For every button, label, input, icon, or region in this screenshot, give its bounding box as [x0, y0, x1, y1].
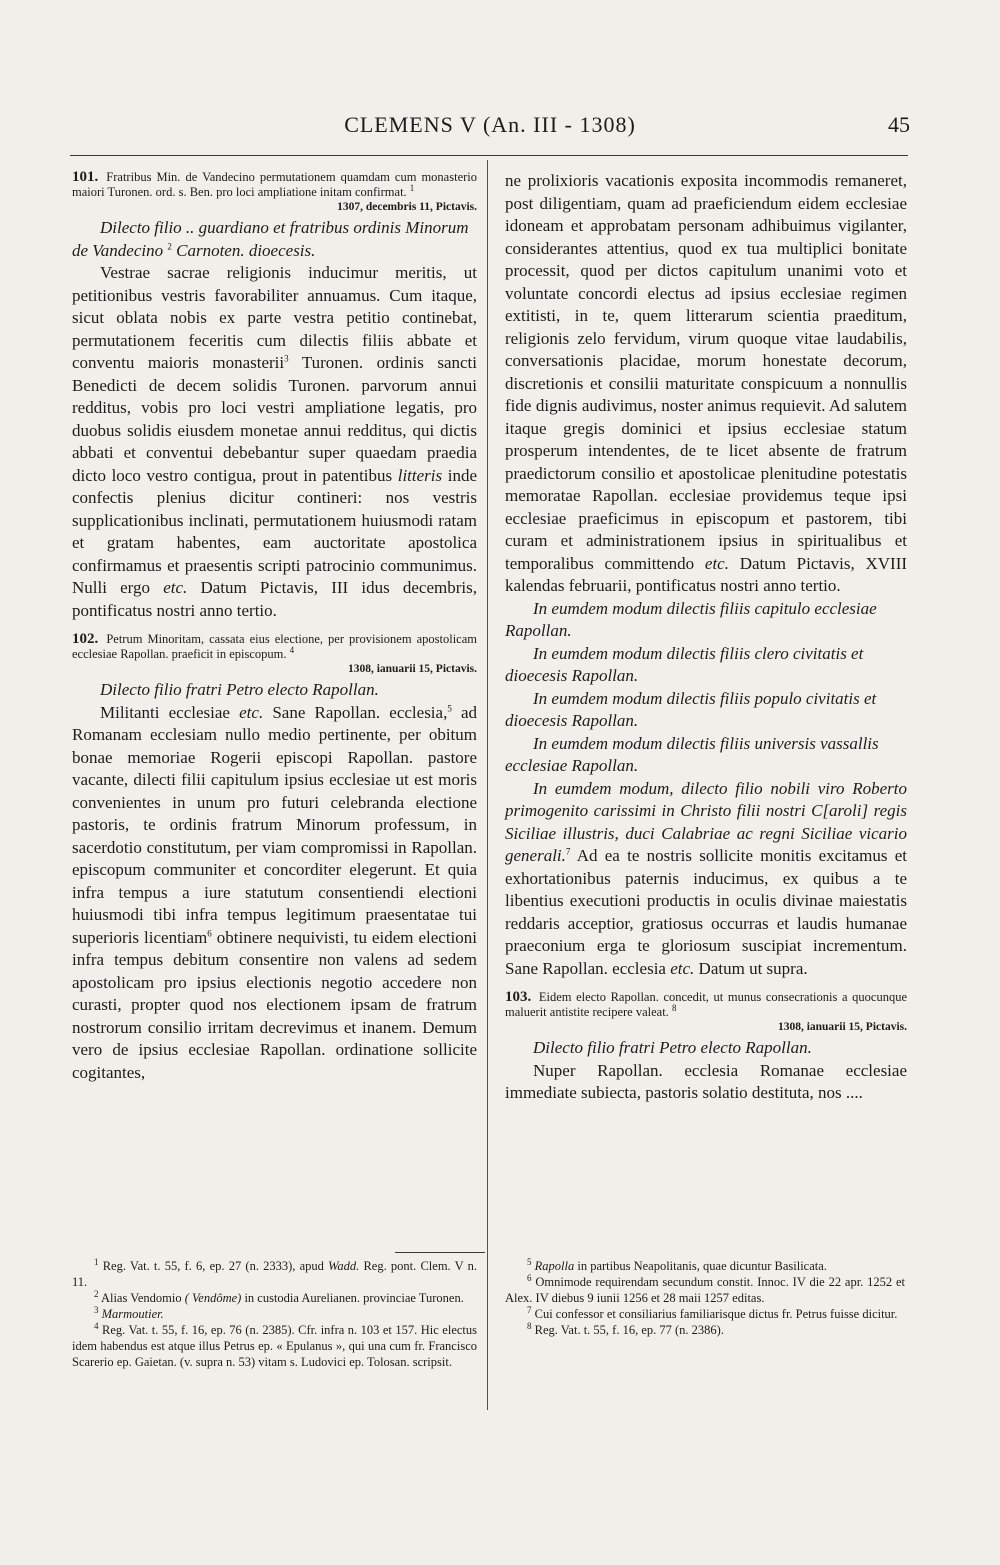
text-span: etc.	[163, 578, 188, 597]
footnote-mark: 8	[527, 1320, 532, 1331]
page-header	[70, 112, 910, 148]
footnote-mark: 7	[565, 846, 571, 857]
footnote-mark: 3	[94, 1304, 99, 1315]
in-eumdem-capitulo: In eumdem modum dilectis filiis capitulo ecclesiae Rapollan.	[505, 598, 877, 640]
footnote-mark: 1	[94, 1256, 99, 1267]
text-span: Reg. Vat. t. 55, f. 16, ep. 76 (n. 2385). Cfr. infra n. 103 et 157. Hic electus idem habendus est atque illus Petrus ep. « Epulanus », qui una cum fr. Francisco Scarerio ep. Gaietan. (v. supra n. 53) vitam s. Ludovici ep. Tolosan. scripsit.	[72, 1323, 477, 1369]
footnote-mark: 2	[167, 240, 172, 251]
text-span: Turonen. ordinis sancti Benedicti de decem solidis Turonen. parvorum annui redditus, vobis pro loci vestri ampliatione legatis, pro duobus solidis eiusdem monetae annui redditus, qui dictis abbati et conventui debebantur super quaedam praedia dicto loco vestro contigua, prout in patentibus	[72, 353, 477, 485]
text-span: obtinere nequivisti, tu eidem electioni infra tempus debitum consentire non valens ad sedem apostolicam pro ipsius electionis negotio accedere non curasti, propter quod nos electionem ipsam de fratrum nostrorum consilio irritam decrevimus et inanem. Demum vero de ipsius ecclesiae Rapollan. ordinatione sollicite cogitantes,	[72, 927, 477, 1082]
text-span: Reg. pont. Clem. V n. 11.	[72, 1259, 478, 1289]
entry-number: 102.	[72, 631, 99, 647]
footnote-mark: 5	[447, 702, 452, 713]
footnote-mark: 7	[527, 1304, 532, 1315]
text-span: Cui confessor et consiliarius familiarisque dictus fr. Petrus fuisse dicitur.	[534, 1307, 898, 1321]
footnote-5	[505, 1258, 905, 1274]
entry-102-date: 1308, ianuarii 15, Pictavis.	[347, 663, 477, 675]
footnote-mark: 4	[289, 644, 295, 655]
entry-103-date: 1308, ianuarii 15, Pictavis.	[777, 1021, 907, 1033]
left-column	[72, 170, 477, 1084]
entry-103-address: Dilecto filio fratri Petro electo Rapollan.	[533, 1038, 812, 1057]
text-span: Vestrae sacrae religionis inducimur meritis, ut petitionibus vestris favorabiliter annuamus. Cum itaque, sicut oblata nobis ex parte vestra petitio continebat, permutationem feceritis cum dilectis filiis abbate et conventu maioris monasterii	[72, 263, 477, 372]
footnotes-left	[72, 1258, 477, 1370]
footnote-7	[505, 1306, 905, 1322]
text-span: Rapolla	[534, 1259, 575, 1273]
text-span: ne prolixioris vacationis exposita incommodis remaneret, post diligentiam, quam ad praeficiendum eidem ecclesiae idoneam et approbatam personam adhibuimus vigilanter, considerantes attentius, quod ex tua multiplici bonitate processit, quod per dictos capitulum unanimi voto et voluntate concordi electus ad ipsius ecclesiae regimen extitisti, in te, quem litterarum scientia praeditum, religionis zelo fervidum, virum quoque vitae laudabilis, conversationis placidae, morum honestate decorum, discretionis et consilii maturitate conspicuum a nonnullis fide dignis audivimus, noster animus requievit. Ad salutem itaque gregis dominici et ipsius ecclesiae statum prosperum intendentes, de te licet absente de fratrum praedictorum consilio et apostolicae plenitudine potestatis memoratae Rapollan. ecclesiae providemus teque ipsi ecclesiae praeficimus in episcopum et pastorem, tibi curam et administrationem ipsius in spiritualibus et temporalibus committendo	[505, 171, 907, 573]
footnote-6	[505, 1274, 905, 1306]
text-span: in custodia Aurelianen. provinciae Turonen.	[244, 1291, 464, 1305]
text-span: Datum Pictavis, XVIII kalendas februarii, pontificatus nostri anno tertio.	[505, 553, 908, 595]
address-part: Dilecto filio .. guardiano et fratribus ordinis Minorum de Vandecino	[72, 218, 469, 260]
entry-101-date: 1307, decembris 11, Pictavis.	[337, 201, 477, 213]
footnote-mark: 3	[284, 353, 289, 364]
text-span: etc.	[239, 702, 264, 722]
in-eumdem-vassallis: In eumdem modum dilectis filiis universis vassallis ecclesiae Rapollan.	[505, 733, 879, 775]
text-span: inde confectis plenius dicitur contineri: nos vestris supplicationibus inclinati, permutationem huiusmodi ratam et gratam habentes, eam auctoritate apostolica confirmamus et praesentis scripti patrocinio communimus. Nulli ergo	[72, 465, 478, 597]
in-eumdem-roberto	[505, 778, 907, 981]
footnote-mark: 6	[207, 927, 212, 938]
entry-number: 101.	[72, 169, 99, 185]
entry-103-summary	[505, 990, 907, 1019]
text-span: Ad ea te nostris sollicite monitis excitamus et exhortationibus paternis inducimus, ex quibus a te libentius executioni productis in oculis divinae maiestatis reddaris acceptior, gratiosus occurras et laudis humanae praeconium erga te gloriosum suscipiat incrementum. Sane Rapollan. ecclesia	[505, 846, 908, 978]
footnote-4	[72, 1322, 477, 1370]
footnote-mark: 6	[527, 1272, 532, 1283]
entry-101-text	[72, 262, 477, 622]
right-column	[505, 170, 907, 1105]
footnote-mark: 5	[527, 1256, 532, 1267]
text-span: Wadd.	[328, 1259, 360, 1273]
text-span: In eumdem modum, dilecto filio nobili viro Roberto primogenito carissimi in Christo filii nostri C[aroli] regis Siciliae illustris, duci Calabriae ac regni Siciliae vicario generali.	[505, 778, 907, 865]
entry-103-text: Nuper Rapollan. ecclesia Romanae ecclesiae immediate subiecta, pastoris solatio destituta, nos ....	[505, 1060, 907, 1102]
footnote-rule	[395, 1252, 485, 1253]
text-span: Datum ut supra.	[698, 958, 808, 978]
text-span: etc.	[670, 958, 695, 978]
entry-102-address: Dilecto filio fratri Petro electo Rapollan.	[100, 680, 379, 699]
text-span: Datum Pictavis, III idus decembris, pontificatus nostri anno tertio.	[72, 578, 477, 620]
footnote-1	[72, 1258, 477, 1290]
text-span: ad Romanam ecclesiam nullo medio pertinente, per obitum bonae memoriae Rogerii episcopi Rapollan. pastore vacante, dilecti filii capitulum ipsius ecclesiae ut est moris convenientes in unum pro futuri celebranda electione pastoris, te ordinis fratrum Minorum professum, in sacerdotio constitutum, per viam compromissi in Rapollan. episcopum communiter et concorditer elegerunt. Et quia infra tempus a iure statutum consentiendi electioni huiusmodi tibi infra tempus legitimum praesentatae tui superioris licentiam	[72, 702, 478, 947]
summary-text: Petrum Minoritam, cassata eius electione, per provisionem apostolicam ecclesiae Rapollan. praeficit in episcopum.	[72, 632, 478, 661]
text-span: Reg. Vat. t. 55, f. 16, ep. 77 (n. 2386).	[534, 1323, 724, 1337]
column-divider	[487, 160, 488, 1410]
entry-number: 103.	[505, 989, 532, 1005]
entry-101-address	[72, 217, 477, 262]
page-number: 45	[888, 112, 910, 137]
entry-102-summary	[72, 632, 477, 661]
running-title: CLEMENS V (An. III - 1308)	[344, 112, 636, 137]
text-span: Marmoutier.	[101, 1307, 164, 1321]
footnotes-right	[505, 1258, 905, 1338]
footnote-8	[505, 1322, 905, 1338]
text-span: litteris	[397, 465, 443, 485]
footnote-mark: 1	[409, 182, 415, 193]
address-part: Carnoten. dioecesis.	[176, 240, 316, 260]
footnote-mark: 2	[94, 1288, 99, 1299]
header-rule	[70, 155, 908, 156]
in-eumdem-populo: In eumdem modum dilectis filiis populo civitatis et dioecesis Rapollan.	[505, 688, 877, 730]
text-span: ( Vendôme)	[184, 1291, 242, 1305]
entry-101-summary	[72, 170, 477, 199]
text-span: Militanti ecclesiae	[100, 702, 230, 722]
text-span: Reg. Vat. t. 55, f. 6, ep. 27 (n. 2333), apud	[102, 1259, 324, 1273]
footnote-2	[72, 1290, 477, 1306]
footnote-mark: 8	[671, 1002, 677, 1013]
entry-102-continuation	[505, 170, 907, 598]
entry-102-text	[72, 702, 477, 1085]
summary-text: Eidem electo Rapollan. concedit, ut munus consecrationis a quocunque maluerit antistite recipere valeat.	[505, 990, 907, 1019]
in-eumdem-clero: In eumdem modum dilectis filiis clero civitatis et dioecesis Rapollan.	[505, 643, 864, 685]
text-span: etc.	[704, 553, 729, 573]
text-span: Sane Rapollan. ecclesia,	[272, 702, 448, 722]
text-span: Alias Vendomio	[100, 1291, 182, 1305]
text-span: Omnimode requirendam secundum constit. Innoc. IV die 22 apr. 1252 et Alex. IV diebus 9 iunii 1256 et 28 maii 1257 editas.	[505, 1275, 905, 1305]
summary-text: Fratribus Min. de Vandecino permutationem quamdam cum monasterio maiori Turonen. ord. s. Ben. pro loci ampliatione initam confirmat.	[72, 170, 477, 199]
text-span: in partibus Neapolitanis, quae dicuntur Basilicata.	[577, 1259, 827, 1273]
footnote-mark: 4	[94, 1320, 99, 1331]
footnote-3	[72, 1306, 477, 1322]
